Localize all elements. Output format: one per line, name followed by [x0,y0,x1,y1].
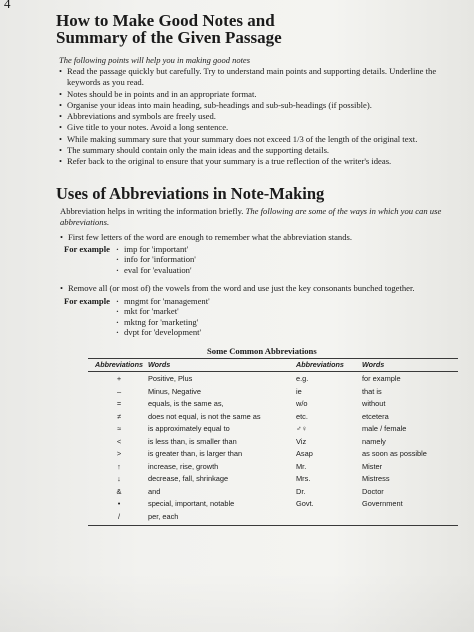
table-row [88,436,458,448]
list-item: • Refer back to the original to ensure that your summary is a true reflection of the writer's ideas. [59,156,459,167]
examples-list-1 [116,244,196,275]
section-title-abbreviations: Uses of Abbreviations in Note-Making [56,184,325,203]
examples-list-2 [116,296,210,337]
abbr-cell: etc. [296,411,308,421]
abbr-cell: = [116,399,122,408]
section-title-line-2: Summary of the Given Passage [56,28,282,47]
word-cell: for example [362,374,401,383]
word-cell: Government [362,499,403,508]
header-abbreviations-1: Abbreviations [95,360,143,369]
abbreviation-point-2 [60,283,465,294]
list-item: · mngmt for 'management' [116,296,210,306]
table-row [88,498,458,510]
word-cell: and [148,486,161,496]
table-row [88,386,458,398]
header-words-1: Words [148,360,171,369]
table-row [88,486,458,498]
word-cell: that is [362,386,382,396]
page-corner-mark: 4 [4,0,11,11]
list-item: • Give title to your notes. Avoid a long sentence. [59,122,459,133]
abbr-cell: & [116,486,122,496]
table-row [88,511,458,523]
word-cell: Mister [362,461,383,471]
word-cell: per, each [148,511,179,521]
list-item: · mkt for 'market' [116,306,210,316]
abbr-cell: – [116,386,122,396]
list-item: · dvpt for 'development' [116,327,210,337]
list-item: • Abbreviations and symbols are freely used. [59,111,459,122]
table-row [88,398,458,410]
word-cell: without [362,399,386,408]
word-cell: male / female [362,424,407,433]
section-title-notes [56,12,356,46]
word-cell: increase, rise, growth [148,461,219,471]
example-label-1: For example [64,244,110,254]
abbr-cell: • [117,499,121,508]
word-cell: as soon as possible [362,449,427,458]
abbreviations-intro-italic: The following are some of the ways in which you can use abbreviations. [60,206,442,227]
word-cell: Doctor [362,486,384,496]
list-item: • Read the passage quickly but carefully. Try to understand main points and supporting details. Underline the keywords as you read. [59,66,459,89]
example-label-2: For example [64,296,110,306]
table-row [88,411,458,423]
list-item: · info for 'information' [116,254,196,264]
abbr-cell: < [116,436,122,446]
word-cell: Minus, Negative [148,386,201,396]
table-title: Some Common Abbreviations [207,346,317,356]
table-row [88,448,458,460]
section-title-line-1: How to Make Good Notes and [56,11,275,30]
word-cell: Positive, Plus [148,374,193,383]
abbr-cell: w/o [296,399,308,408]
list-item: • The summary should contain only the main ideas and the supporting details. [59,145,459,156]
table-row [88,461,458,473]
abbr-cell: Dr. [296,486,306,496]
list-item: • Remove all (or most of) the vowels from the word and use just the key consonants bunched together. [60,283,465,294]
table-rule-header [88,371,458,372]
abbr-cell: ↓ [117,474,121,483]
word-cell: is approximately equal to [148,424,230,433]
abbreviations-table [88,358,458,530]
table-row [88,423,458,435]
list-item: • Organise your ideas into main heading, sub-headings and sub-sub-headings (if possible). [59,100,459,111]
word-cell: namely [362,436,386,446]
word-cell: Mistress [362,474,390,483]
header-abbreviations-2: Abbreviations [296,360,344,369]
word-cell: etcetera [362,411,389,421]
table-row [88,473,458,485]
table-row [88,373,458,385]
abbr-cell: Mr. [296,461,307,471]
abbr-cell: / [117,511,121,521]
abbr-cell: ≠ [116,411,122,421]
list-item: • First few letters of the word are enough to remember what the abbreviation stands. [60,232,465,243]
word-cell: special, important, notable [148,499,235,508]
notes-points-list [59,66,459,168]
list-item: • Notes should be in points and in an appropriate format. [59,89,459,100]
abbr-cell: Asap [296,449,313,458]
abbr-cell: Viz [296,436,307,446]
word-cell: equals, is the same as, [148,399,224,408]
list-item: • While making summary sure that your summary does not exceed 1/3 of the length of the original text. [59,134,459,145]
abbr-cell: ♂♀ [296,424,308,433]
abbr-cell: ↑ [117,461,121,471]
list-item: · eval for 'evaluation' [116,265,196,275]
list-item: · mktng for 'marketing' [116,317,210,327]
abbr-cell: + [116,374,122,383]
word-cell: is greater than, is larger than [148,449,243,458]
abbr-cell: Mrs. [296,474,311,483]
word-cell: is less than, is smaller than [148,436,237,446]
abbr-cell: > [116,449,122,458]
table-rule-bottom [88,525,458,526]
header-words-2: Words [362,360,385,369]
abbreviations-intro-text: Abbreviation helps in writing the information briefly. [60,206,244,216]
abbreviations-intro [60,206,465,227]
notes-intro: The following points will help you in making good notes [59,55,251,65]
word-cell: decrease, fall, shrinkage [148,474,229,483]
table-header-row [88,358,458,370]
abbr-cell: ≈ [116,424,122,433]
abbr-cell: Govt. [296,499,314,508]
list-item: · imp for 'important' [116,244,196,254]
abbr-cell: e.g. [296,374,309,383]
word-cell: does not equal, is not the same as [148,411,261,421]
abbr-cell: ie [296,386,302,396]
page-shadow [0,572,474,632]
abbreviation-point-1 [60,232,465,243]
